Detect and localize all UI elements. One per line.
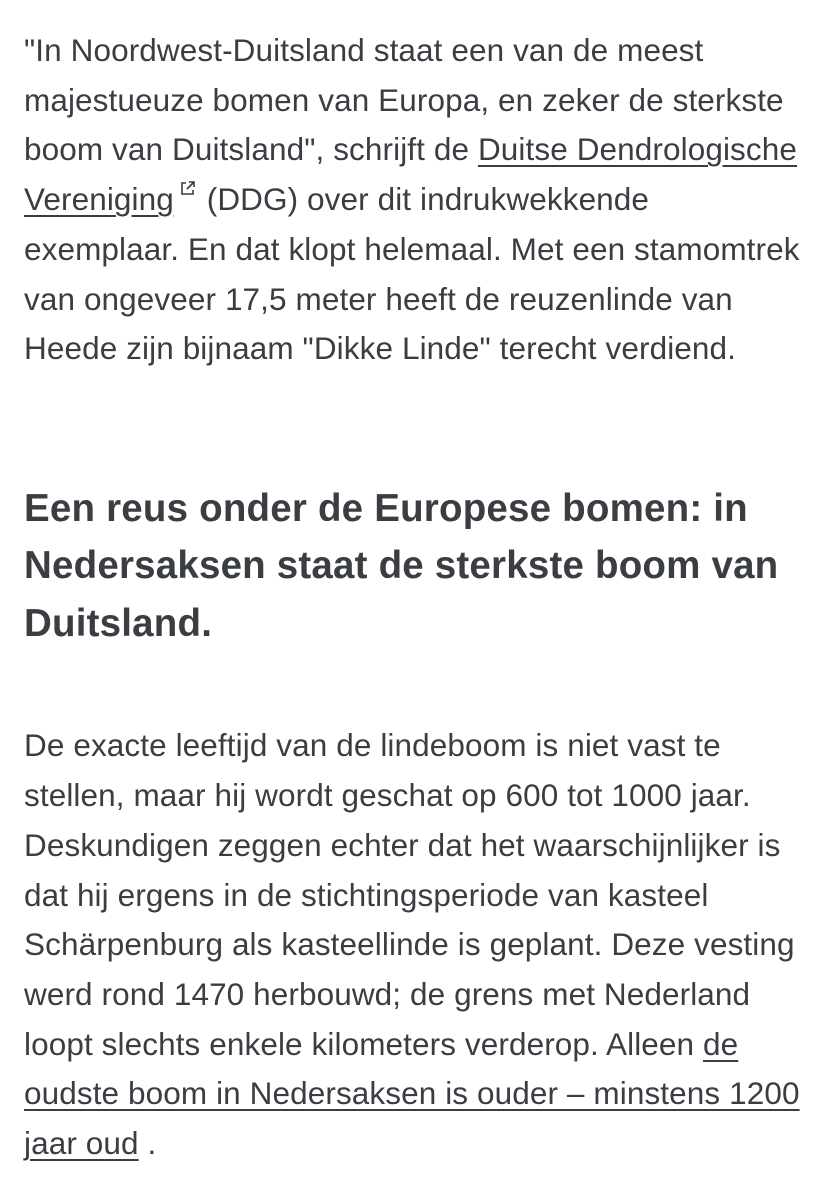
article-paragraph xyxy=(24,721,804,1168)
article-body xyxy=(24,26,804,1169)
oldest-tree-link[interactable]: de oudste boom in Nedersaksen is ouder – minstens 1200 jaar oud xyxy=(24,1025,800,1162)
external-link-icon xyxy=(180,180,196,196)
paragraph-text: "In Noordwest-Duitsland staat een van de meest majestueuze bomen van Europa, en zeker de sterkste boom van Duitsland", schrijft de xyxy=(24,32,784,168)
paragraph-text: . xyxy=(138,1125,157,1162)
ddg-link[interactable]: Duitse Dendrologische Vereniging xyxy=(24,131,797,218)
section-heading: Een reus onder de Europese bomen: in Nedersaksen staat de sterkste boom van Duitsland. xyxy=(24,486,779,645)
paragraph-text: (DDG) over dit indrukwekkende exemplaar. En dat klopt helemaal. Met een stamomtrek van ongeveer 17,5 meter heeft de reuzenlinde van Heede zijn bijnaam "Dikke Linde" terecht verdiend. xyxy=(24,181,800,367)
paragraph-text: De exacte leeftijd van de lindeboom is niet vast te stellen, maar hij wordt geschat op 600 tot 1000 jaar. Deskundigen zeggen echter dat het waarschijnlijker is dat hij ergens in de stichtingsperiode van kasteel Schärpenburg als kasteellinde is geplant. Deze vesting werd rond 1470 herbouwd; de grens met Nederland loopt slechts enkele kilometers verderop. Alleen xyxy=(24,727,795,1062)
article-paragraph xyxy=(24,26,804,374)
